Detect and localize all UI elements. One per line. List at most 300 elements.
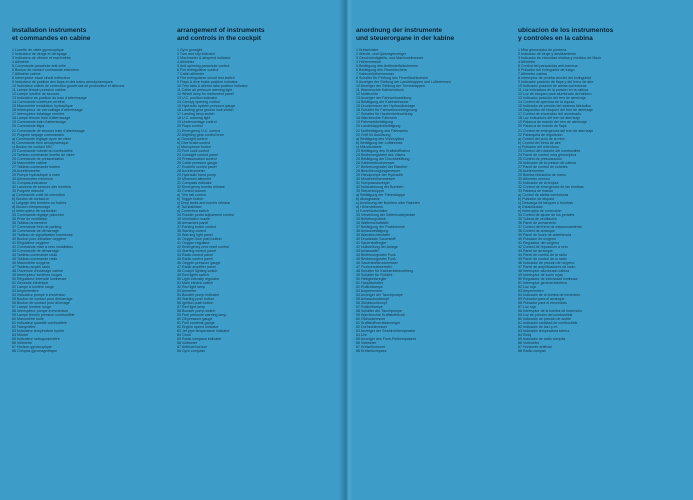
list-item: 14 Canopy opening control: [177, 100, 220, 105]
list-item: 61 Indicador cantidad de combustible: [518, 321, 578, 326]
list-item: 61 Fuel contents gauge: [177, 321, 215, 326]
list-item: a) Commande réglage cycle de visée: [12, 136, 72, 141]
list-item: 60 Manomètre huile: [12, 317, 44, 322]
list-item: 60 Indicador de presión de aceite: [518, 317, 572, 322]
list-item: 35 Belüftungsdüse: [356, 216, 386, 221]
list-item: 51 Hauptschalter: [356, 281, 384, 286]
list-item: 48 Schalter für Kabinenbeleuchtung: [356, 269, 414, 274]
list-item: 22 Palanquita de regulación: [518, 132, 563, 137]
column-english: [177, 27, 327, 353]
list-item: 19 Palanca de mando del tren de aterrizaje: [518, 120, 587, 125]
column-title: arrangement of instruments and controls in the cockpit: [177, 27, 265, 42]
list-item: 32 Control de emergencia de las bombas: [518, 184, 584, 189]
list-item: 20 Palanca de mando de flaps: [518, 124, 567, 129]
list-item: 27 Bedienungstafel der Raketen: [356, 164, 408, 169]
list-item: 56 Bouton de contact pour allumage: [12, 301, 70, 306]
list-item: 10 Anzeiger der Stellung der Trimmklappen: [356, 84, 425, 89]
list-item: 61 Indicateur quantité combustible: [12, 321, 67, 326]
list-item: 63 Anzeiger der Strahlrohrtemperatur: [356, 329, 416, 334]
list-item: 2 Turn and slip indicator: [177, 52, 216, 57]
list-item: 15 Manomètre installation hydraulique: [12, 104, 73, 109]
list-item: 12 Notleuchte: [356, 92, 379, 97]
list-item: 15 Druckmesser der Hydraulikanlage: [356, 104, 416, 109]
list-item: 50 Helligkeitsregler: [356, 277, 387, 282]
list-item: 40 Oxygen flow push button: [177, 236, 222, 241]
list-item: 27 Rockets control panel: [177, 164, 217, 169]
list-item: 23 Control del robinete del combustible: [518, 148, 581, 153]
list-item: 46 Sauerstoffdruckmesser: [356, 261, 398, 266]
list-item: 13 Anzeiger der Fahrwerksstellung: [356, 96, 412, 101]
list-item: 24 Tableau commande lunette de visée: [12, 152, 75, 157]
list-item: 31 Indicador de la brújula: [518, 180, 559, 185]
list-item: 41 Sauerstoffregler: [356, 240, 387, 245]
list-item: 33 Palanca de mando: [518, 188, 553, 193]
list-item: c) Auslösung der Bomben oder Raketen: [356, 200, 420, 205]
list-item: 26 Indicador de la presión de cabina: [518, 160, 576, 165]
list-item: 34 Verstellung der Seitenruderpedale: [356, 212, 416, 217]
list-item: 60 Oil pressure gauge: [177, 317, 213, 322]
list-item: 45 Radio control panel: [177, 257, 213, 261]
list-item: 49 Schalter für Rotlicht: [356, 273, 393, 278]
list-item: 17 Control de encendido del alumbrado: [518, 112, 581, 117]
list-item: 20 Landeklappenbetätigung: [356, 124, 401, 129]
list-item: 1 Kreiselvisier: [356, 48, 379, 53]
list-item: 9 Flaps & dive brake position indicator: [177, 80, 238, 85]
list-item: 2 Indicador de viraje y deslizamiento: [518, 52, 577, 57]
list-item: 47 Panel de amplificadores de radio: [518, 265, 576, 270]
list-item: c) Drop tanks and bombs release: [177, 200, 230, 205]
list-item: 22 Griff für Auslösung: [356, 132, 391, 137]
list-item: 12 Wheel lamp for instrument panel: [177, 92, 234, 97]
list-item: 57 Lampe lumière rouge: [12, 305, 51, 310]
list-item: 21 Commande de secours train d'atterrissage: [12, 128, 85, 133]
list-item: 40 Bouton pour initialiser oxygène: [12, 236, 67, 241]
list-item: 18 U.C. warning light: [177, 116, 211, 121]
list-item: 26 Manomètre cabine: [12, 160, 47, 165]
list-item: 17 Schalter für Haubenbeleuchtung: [356, 112, 413, 117]
column-title: installation instruments et commandes en cabine: [12, 27, 91, 42]
list-item: 25 Control de presurización: [518, 156, 562, 161]
list-item: 22 Alighting gear control lever: [177, 132, 225, 137]
list-item: 50 Light intensity regulator: [177, 277, 220, 282]
list-item: 27 Panel de control de cohetes: [518, 164, 568, 169]
list-item: c) Bouton de contact MIC: [12, 144, 53, 149]
list-item: b) Trigger button: [177, 196, 204, 201]
column-french: [12, 27, 162, 353]
list-item: 1 Lunette de visée gyroscopique: [12, 48, 64, 53]
list-item: 25 Betätigung der Druckbelüftung: [356, 156, 410, 161]
list-item: 44 Bedienungstafel Funk: [356, 252, 396, 257]
list-item: 6 Fire extinguisher control: [177, 68, 219, 73]
column-german: [356, 27, 506, 353]
list-item: 59 Lampe témoin pression combustible: [12, 313, 75, 318]
list-item: 24 Bedienungstafel des Visiers: [356, 152, 406, 157]
list-item: 11 Warnleuchte Kabinendruck: [356, 88, 404, 93]
list-item: d) Bouton d'empennage: [12, 204, 51, 209]
list-item: 55 Pulsador para el arranque: [518, 297, 565, 302]
list-item: 63 Jet pipe temperature indicator: [177, 329, 230, 334]
list-item: 62 Drehzahlmesser: [356, 325, 388, 330]
list-item: c) Descarga de tanques o bombas: [518, 200, 573, 205]
list-item: 37 Parking brake control: [177, 224, 216, 229]
list-item: 11 Luz indicadora de la presión en la cabina: [518, 88, 589, 93]
list-item: a) Control de aletas correctoras: [518, 192, 569, 197]
list-item: 51 Générale électrique: [12, 281, 49, 286]
list-item: 43 Panel de arranque: [518, 248, 553, 253]
list-item: 38 Anlassbetätigung: [356, 228, 389, 233]
list-item: 1 Mira giroscópica de puntería: [518, 48, 567, 53]
list-item: a) Betätigung der Trimmklappe: [356, 192, 406, 197]
list-item: 46 Manomètre oxygène: [12, 261, 50, 266]
list-item: 33 Steuerknüppel: [356, 188, 385, 193]
list-item: 21 Control de emergencia del tren de aterrizaje: [518, 128, 594, 133]
list-item: 44 Panel de control de la radio: [518, 252, 567, 257]
list-item: b) Pulsador de disparo: [518, 196, 555, 201]
list-item: 36 Waffenschalttafel: [356, 220, 389, 225]
list-item: 58 Booster pump switch: [177, 309, 216, 314]
list-item: 18 Luz indicadora del tren de aterrizaje: [518, 116, 581, 121]
item-list: [12, 48, 162, 353]
list-item: 35 Ventilation nozzle: [177, 216, 210, 221]
list-item: 62 Engine speed indicator: [177, 325, 219, 330]
list-item: 10 Trim tabs & aileron tabs position indicator: [177, 84, 248, 89]
list-item: b) Control del freno de aire: [518, 140, 561, 145]
list-item: 13 U.C. position indicator: [177, 96, 218, 101]
list-item: 66 Voltímetro: [518, 341, 540, 346]
list-item: 55 Anlassdruckknopf: [356, 297, 390, 302]
list-item: 66 Voltmeter: [356, 341, 377, 346]
list-item: 3 Geschwindigkeits- und Machzahlmesser: [356, 56, 424, 61]
list-item: 18 Lampe témoin train d'atterrissage: [12, 116, 71, 121]
list-item: 38 Commande de démarrage: [12, 228, 59, 233]
list-item: 12 Luz de bloqueo para alumbrado del tablero: [518, 92, 592, 97]
list-item: 40 Pulsador de oxígeno: [518, 236, 556, 241]
list-item: 5 Betätigung des Antitrudelfallschirmes: [356, 64, 418, 69]
list-item: 17 Interrupteur éclairage verrière: [12, 112, 65, 117]
list-item: 56 Ignition push button: [177, 301, 214, 306]
list-item: 6 Pulsador del extinguidor de fuego: [518, 68, 575, 73]
item-list: [356, 48, 506, 353]
item-list: [177, 48, 327, 353]
list-item: d) Tail stabiliser: [177, 204, 202, 209]
list-item: 6 Bouton de contact commande extincteur: [12, 68, 80, 73]
list-item: a) Trim tab control: [177, 192, 206, 197]
list-item: 45 Bedienungstafel Funk: [356, 257, 396, 261]
list-item: 52 Red light lamp: [177, 285, 205, 290]
list-item: c) Pulsador del micrófono: [518, 144, 559, 149]
list-item: 15 Indicador de presión del sistema hidráulico: [518, 104, 592, 109]
list-item: 25 Commande de pressurisation: [12, 156, 64, 161]
list-item: 24 Panel de control mira giroscópica: [518, 152, 577, 157]
list-item: 53 Ampèremètre: [12, 289, 39, 294]
list-item: 65 Anzeiger des Funk-Peilkompasses: [356, 337, 417, 342]
list-item: 8 Interruptor de prueba circuito del extinguidor: [518, 76, 592, 81]
list-item: 34 Control de ajuste de los pedales: [518, 212, 575, 217]
list-item: 62 Indicador de las r.p.m.: [518, 325, 559, 330]
list-item: 9 Indicateur de position des flaps et des trains aérodynamiques: [12, 80, 113, 85]
list-item: 5 Commande parachute anti-vrille: [12, 64, 66, 69]
list-item: 66 Voltmeter: [177, 341, 198, 346]
list-item: 41 Régulateur oxygène: [12, 240, 50, 245]
list-item: 60 Öldruckmesser: [356, 317, 386, 322]
list-item: 58 Schalter der Tauchpumpe: [356, 309, 402, 314]
list-item: 61 Kraftstoffvorratsanzeiger: [356, 321, 401, 326]
list-item: 30 Altímetro mínimo: [518, 176, 550, 181]
list-item: 45 Panel de control de la radio: [518, 257, 567, 261]
list-item: 7 Kabinenhöhenmesser: [356, 72, 394, 77]
list-item: 55 Starting push button: [177, 297, 215, 302]
list-item: 37 Betätigung der Parkbremse: [356, 224, 405, 229]
list-item: a) Control del ciclo de la mira: [518, 136, 565, 141]
list-item: 56 Pulsador para el encendido: [518, 301, 567, 306]
list-item: 67 Horizonte artificial: [518, 345, 552, 350]
list-item: 68 Gyro compass: [177, 349, 206, 354]
list-item: 20 Flaps control: [177, 124, 203, 129]
list-item: c) Mikrofontaste: [356, 144, 382, 149]
list-item: e) Interrupteur de correction: [12, 208, 57, 213]
list-item: 3 Machmeter & airspeed indicator: [177, 56, 231, 61]
list-item: 51 Main electric switch: [177, 281, 214, 286]
list-item: 58 Interrupteur pompe à immersion: [12, 309, 69, 314]
list-item: 47 Tableau amplis radio: [12, 265, 50, 270]
list-item: 51 Interruptor general eléctrico: [518, 281, 567, 286]
list-item: 16 Dispositivo de bloqueo del tren de aterrizaje: [518, 108, 593, 113]
list-item: 49 Interrupteur lumières rouges: [12, 273, 63, 278]
list-item: 59 Luz de presión del combustible: [518, 313, 573, 318]
list-item: d) Höhenleitwerk: [356, 204, 383, 209]
list-item: 68 Kreiselkompass: [356, 349, 387, 354]
list-item: 28 Beschleunigungsmesser: [356, 168, 401, 173]
list-item: 38 Starting control: [177, 228, 207, 233]
list-item: 37 Control del freno de estacionamiento: [518, 224, 582, 229]
list-item: 30 Mindesthöhenmesser: [356, 176, 396, 181]
list-item: 16 Landing gear ground lock switch: [177, 108, 234, 113]
list-item: 4 Altimètre: [12, 60, 29, 65]
list-item: 32 Lanceurs de secours des bombes: [12, 184, 71, 189]
list-item: 55 Bouton de contact pour démarrage: [12, 297, 73, 302]
list-item: 39 Warning light panel: [177, 232, 213, 237]
list-item: 57 Luz roja: [518, 305, 536, 310]
list-item: 31 Compass indicator: [177, 180, 212, 185]
list-item: 63 Indicador temperatura tobera: [518, 329, 570, 334]
list-item: b) Betätigung der Luftbremse: [356, 140, 403, 145]
list-item: 42 Commande mise à zéro installation: [12, 244, 74, 249]
list-item: 21 Emergency U.C. control: [177, 128, 221, 133]
list-item: 34 Rudder pedal adjustment control: [177, 212, 234, 217]
list-item: 9 Anzeiger der Stellung der Landeklappen und Luftbremsen: [356, 80, 451, 85]
list-item: 8 Fire extinguisher circuit test switch: [177, 76, 235, 81]
list-item: 52 Rotlichtlampe: [356, 285, 383, 290]
list-item: 31 Kompassanzeiger: [356, 180, 390, 185]
list-item: 28 Acelerómetro: [518, 168, 545, 173]
list-item: 39 Warnleuchtentafel: [356, 232, 390, 237]
list-item: b) Commande frein aérodynamique: [12, 140, 69, 145]
list-item: 23 Fuel cock control: [177, 148, 210, 153]
list-item: 57 Rotlichtlampe: [356, 305, 383, 310]
list-item: c) Largage des bombes ou fusées: [12, 200, 67, 205]
list-item: 48 Ouverture d'éclairage cabine: [12, 269, 63, 274]
list-item: 36 Panel de armamento: [518, 220, 557, 225]
list-item: 46 Indicador de presión de oxígeno: [518, 261, 575, 266]
list-item: 30 Alternomètre minimum: [12, 176, 53, 181]
list-item: 46 Oxygen pressure gauge: [177, 261, 221, 266]
list-item: 11 Lampe témoin pression cabine: [12, 88, 66, 93]
list-item: 64 Clock: [177, 333, 191, 338]
list-item: 49 Red lights switch: [177, 273, 209, 278]
list-item: 7 Altimètre cabine: [12, 72, 41, 77]
list-item: 3 Indicador de velocidad relativa y medidor de Mach: [518, 56, 602, 61]
list-item: 49 Interruptor de luces rojas: [518, 273, 563, 278]
list-item: 1 Gyro gunsight: [177, 48, 203, 53]
list-item: 31 Compas-indicateur: [12, 180, 48, 185]
list-item: 9 Indicador posición de flaps y del freno de aire: [518, 80, 594, 85]
item-list: [518, 48, 668, 353]
list-item: 23 Betätigung des Kraftstoffhahns: [356, 148, 411, 153]
list-item: 44 Radio control panel: [177, 252, 213, 257]
list-item: 41 Oxygen regulator: [177, 240, 210, 245]
list-item: 54 Anzeiger der Tauchpumpe: [356, 293, 403, 298]
list-item: 22 Poignée largage commandes: [12, 132, 64, 137]
list-item: 65 Radio compass indicator: [177, 337, 222, 342]
list-item: 65 Indicador de radio compás: [518, 337, 566, 342]
list-item: 59 Warnleuchte Kraftstoffdruck: [356, 313, 406, 318]
list-item: 48 Interruptor alumbrado cabina: [518, 269, 570, 274]
list-item: 32 Emergency bombs release: [177, 184, 225, 189]
list-item: 37 Commande frein de parking: [12, 224, 62, 229]
list-item: 42 Control de reposición a cero: [518, 244, 568, 249]
list-item: 54 Booster pump indicator: [177, 293, 219, 298]
list-item: 23 Commande robinet du combustible: [12, 148, 73, 153]
list-item: 10 Indicateur voilets de correction gouvernail de profondeur et ailerons: [12, 84, 125, 89]
list-item: 14 Betätigung der Kabinenhaube: [356, 100, 409, 105]
list-item: 66 Voltmètre: [12, 341, 33, 346]
list-item: 43 Starting control panel: [177, 248, 216, 253]
list-item: 64 Uhr: [356, 333, 367, 338]
list-item: 41 Regulador del oxígeno: [518, 240, 560, 245]
list-item: 54 Indicador de la bomba de inmersión: [518, 293, 581, 298]
list-item: 26 Cabin pressure gauge: [177, 160, 218, 165]
list-item: 5 Control del paracaídas anti-barrena: [518, 64, 578, 69]
list-item: 8 Schalter für Prüfung des Feuerlöschkreises: [356, 76, 428, 81]
list-item: 21 Notbetätigung des Fahrwerks: [356, 128, 408, 133]
list-item: 57 Red light lamp: [177, 305, 205, 310]
list-item: 67 Artificial horizon: [177, 345, 208, 350]
list-item: 59 Fuel pressure warning lamp: [177, 313, 227, 318]
list-item: 29 Handpumpe der Hydraulik: [356, 172, 403, 177]
list-item: 19 Commande train d'atterrissage: [12, 120, 67, 125]
list-item: 17 Landing lamp switch: [177, 112, 215, 117]
list-item: c) Microphone button: [177, 144, 211, 149]
column-title: anordnung der instrumente und steuerorgane in der kabine: [356, 27, 455, 42]
list-item: 53 Amperímetro: [518, 289, 544, 294]
list-item: 48 Cockpit lighting switch: [177, 269, 218, 274]
list-item: 4 Altimeter: [177, 60, 194, 65]
list-item: a) Gunsight control: [177, 136, 208, 141]
list-item: a) Commande volet de correction: [12, 192, 66, 197]
list-item: 16 Interrupteur de verrouillage d'atterrissage: [12, 108, 83, 113]
list-item: 26 Kabinendruckmesser: [356, 160, 395, 165]
list-item: 19 Undercarriage control: [177, 120, 217, 125]
list-item: 35 Tobera de ventilación: [518, 216, 557, 221]
list-item: 6 Betätigung des Feuerlöschers: [356, 68, 407, 73]
list-item: 63 Indicateur température tuyère: [12, 329, 65, 334]
list-item: 34 Commande réglage palonnier: [12, 212, 65, 217]
list-item: 43 Anlasstafel: [356, 248, 379, 253]
list-item: 39 Tableau de signalisation lumineuse: [12, 232, 73, 237]
list-item: 16 Schalter für Fahrwerksverriegelung: [356, 108, 417, 113]
list-item: b) Abzugstaste: [356, 196, 380, 201]
list-item: a) Betätigung des Visierzyklus: [356, 136, 405, 141]
list-item: d) Estabilizador: [518, 204, 543, 209]
list-item: 32 Notauslösung der Bomben: [356, 184, 404, 189]
list-item: 29 Pompe hydraulique à main: [12, 172, 60, 177]
list-item: 52 Luz roja: [518, 285, 536, 290]
list-item: 12 Lampe lumière de secours: [12, 92, 60, 97]
list-item: 5 Anti-spinning parachute control: [177, 64, 230, 69]
list-item: 52 Lampe à lumière rouge: [12, 285, 54, 290]
list-item: 8 Interrupteur essai circuit extincteur: [12, 76, 70, 81]
list-item: 36 Armament panel: [177, 220, 209, 225]
list-item: b) Dive brake control: [177, 140, 211, 145]
list-item: 25 Pressurisation control: [177, 156, 217, 161]
list-item: 64 Reloj: [518, 333, 532, 338]
list-item: 67 Kreiselhorizont: [356, 345, 385, 350]
list-item: 13 Indicador posición del tren de aterrizaje: [518, 96, 586, 101]
list-item: 44 Tableau commande radio: [12, 252, 58, 257]
list-item: 45 Tableau commande radio: [12, 257, 58, 261]
list-item: 33 Poignée manche: [12, 188, 44, 193]
column-title: ubicacion de los instrumentos y controles en la cabina: [518, 27, 614, 42]
list-item: e) Correction switch: [177, 208, 209, 213]
list-item: 28 Accéléromètre: [12, 168, 40, 173]
list-item: 62 Tachymètre: [12, 325, 36, 330]
list-item: b) Bouton de contact-tir: [12, 196, 50, 201]
list-item: 24 Gunsight control panel: [177, 152, 218, 157]
list-item: 53 Amperemeter: [356, 289, 383, 294]
list-item: 3 Indicateur de vitesse et machmètre: [12, 56, 71, 61]
list-item: 68 Radio compás: [518, 349, 546, 354]
column-spanish: [518, 27, 668, 353]
list-item: 4 Höhenmesser: [356, 60, 382, 65]
list-item: 15 Hydraulic system pressure gauge: [177, 104, 236, 109]
list-item: 30 Minimum altimeter: [177, 176, 212, 181]
list-item: 18 Warnleuchte Fahrwerk: [356, 116, 398, 121]
list-item: 65 Indicateur radiogoniomètre: [12, 337, 60, 342]
list-item: 54 Indicateur pompe à immersion: [12, 293, 66, 298]
list-item: 10 Indicador posición de aletas correctoras: [518, 84, 587, 89]
list-item: 58 Interruptor de la bomba de inmersión: [518, 309, 582, 314]
list-item: 19 Fahrwerkbetätigung: [356, 120, 393, 125]
list-item: 36 Tableau armement: [12, 220, 47, 225]
list-item: 53 Ammeter: [177, 289, 197, 294]
list-item: 43 Commande de démarrage: [12, 248, 59, 253]
list-item: 14 Commande ouverture verrière: [12, 100, 65, 105]
list-item: 2 Indicateur de virage et dérapage: [12, 52, 67, 57]
list-item: 29 Hydraulic hand pump: [177, 172, 216, 177]
page-fold: [339, 0, 353, 500]
list-item: 35 Prise de ventilation: [12, 216, 48, 221]
list-item: 7 Cabin altimeter: [177, 72, 205, 77]
list-item: 14 Control de apertura de la cúpula: [518, 100, 575, 105]
list-item: 29 Bomba hidráulica de mano: [518, 172, 566, 177]
list-item: 50 Regulador de intensidad luminosa: [518, 277, 578, 282]
list-item: 38 Control de arranque: [518, 228, 555, 233]
list-item: e) Interruptor de corrección: [518, 208, 562, 213]
list-item: 56 Zünddruckknopf: [356, 301, 387, 306]
list-item: 68 Compas gyromagnétique: [12, 349, 58, 354]
list-item: 11 Cabin air pressure warning light: [177, 88, 233, 93]
list-item: 42 Nullstellung der Anlage: [356, 244, 398, 249]
